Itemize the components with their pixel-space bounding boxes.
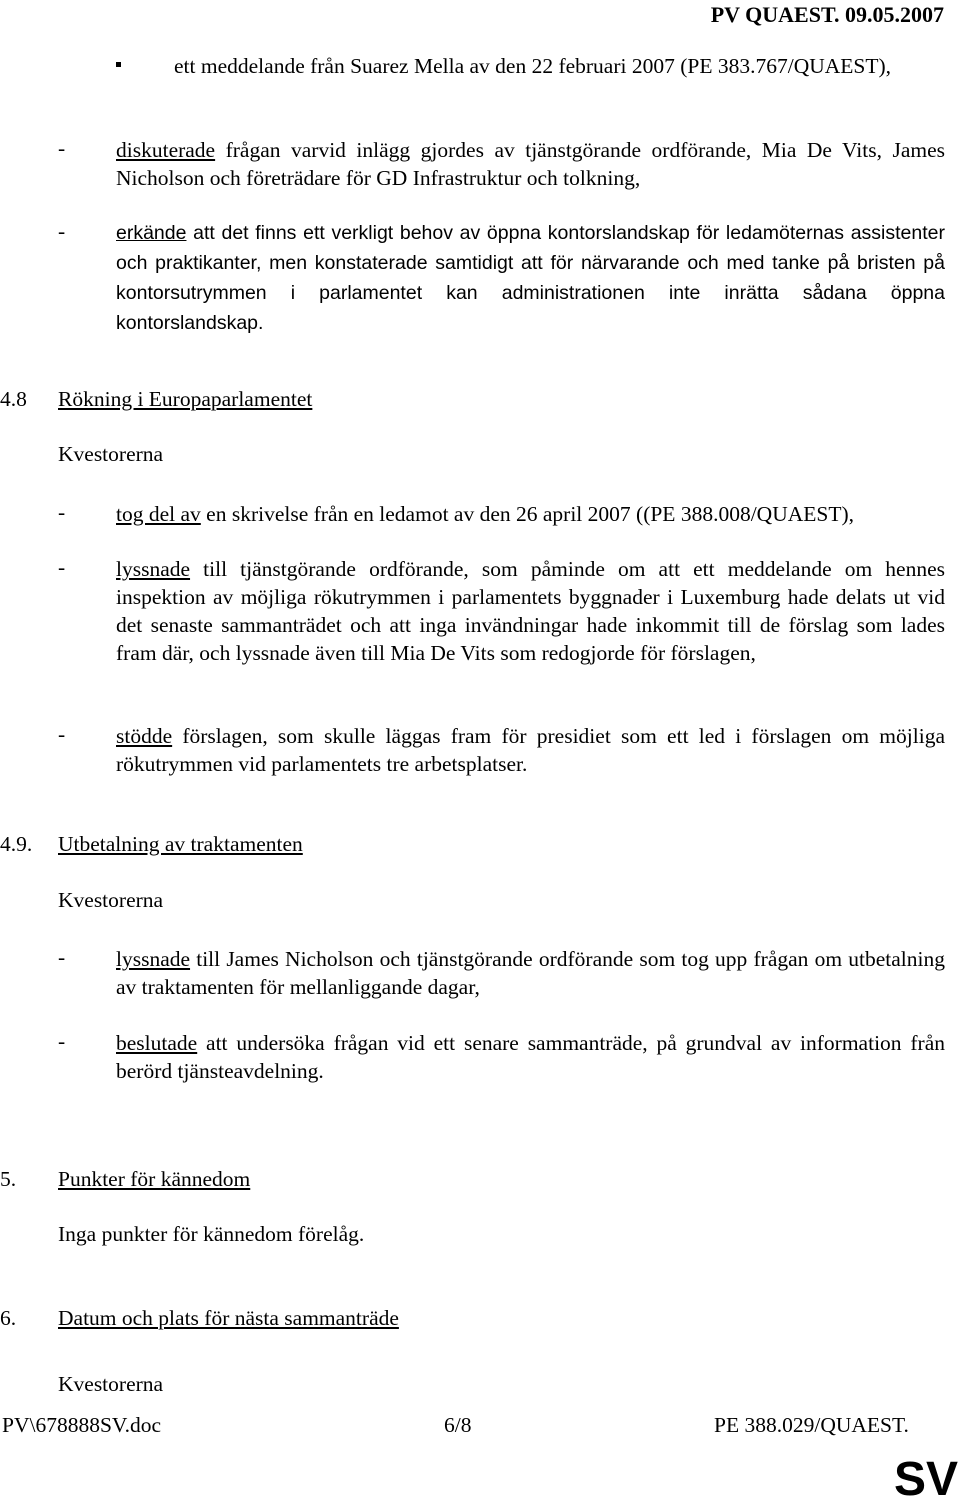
item-text: till James Nicholson och tjänstgörande ordförande som tog upp frågan om utbetalning av traktamenten för mellanliggande dagar,: [116, 947, 945, 999]
section-number: 6.: [0, 1306, 17, 1330]
list-item-lyssnade: [116, 945, 945, 1001]
document-reference-header: PV QUAEST. 09.05.2007: [710, 2, 944, 27]
list-item-diskuterade: [116, 136, 945, 192]
body-label: Kvestorerna: [58, 442, 164, 466]
dash-marker: -: [58, 136, 66, 160]
language-tag: SV: [893, 1453, 958, 1506]
list-item-lyssnade: [116, 555, 945, 667]
dash-marker: -: [58, 219, 66, 243]
section-title: Datum och plats för nästa sammanträde: [58, 1306, 399, 1330]
footer-page-number: 6/8: [444, 1413, 472, 1437]
dash-marker: -: [58, 555, 66, 579]
footer-reference: PE 388.029/QUAEST.: [714, 1413, 909, 1437]
section-number: 5.: [0, 1167, 17, 1191]
action-verb: beslutade: [116, 1031, 198, 1055]
item-text: att undersöka frågan vid ett senare sammanträde, på grundval av information från berörd tjänsteavdelning.: [116, 1031, 945, 1083]
section-title: Rökning i Europaparlamentet: [58, 387, 313, 411]
section-title: Punkter för kännedom: [58, 1167, 251, 1191]
bullet-icon: [116, 62, 121, 67]
list-item-tog-del-av: [116, 500, 945, 528]
section-number: 4.8: [0, 387, 27, 411]
action-verb: stödde: [116, 724, 173, 748]
list-item-stodde: [116, 722, 945, 778]
body-label: Kvestorerna: [58, 888, 164, 912]
item-text: till tjänstgörande ordförande, som påminde om att ett meddelande om hennes inspektion av möjliga rökutrymmen i parlamentets byggnader i Luxemburg hade delats ut vid det senaste sammanträdet och att inga invändningar hade inkommit till de förslag som lades fram där, och lyssnade även till Mia De Vits som redogjorde för förslagen,: [116, 557, 945, 665]
item-text: frågan varvid inlägg gjordes av tjänstgörande ordförande, Mia De Vits, James Nicholson och företrädare för GD Infrastruktur och tolkning,: [116, 138, 945, 190]
section-title: Utbetalning av traktamenten: [58, 832, 303, 856]
dash-marker: -: [58, 945, 66, 969]
list-item-beslutade: [116, 1029, 945, 1085]
dash-marker: -: [58, 1029, 66, 1053]
bullet-item-text: ett meddelande från Suarez Mella av den 22 februari 2007 (PE 383.767/QUAEST),: [174, 54, 892, 78]
action-verb: tog del av: [116, 502, 201, 526]
action-verb: lyssnade: [116, 947, 191, 971]
footer-filename: PV\678888SV.doc: [2, 1413, 162, 1437]
section-number: 4.9.: [0, 832, 33, 856]
action-verb: erkände: [116, 222, 187, 244]
body-label: Kvestorerna: [58, 1372, 164, 1396]
item-text: att det finns ett verkligt behov av öppna kontorslandskap för ledamöternas assistenter och praktikanter, men konstaterade samtidigt att för närvarande och med tanke på bristen på kontorsutrymmen i parlamentet kan administrationen inte inrätta sådana öppna kontorslandskap.: [116, 222, 945, 334]
item-text: förslagen, som skulle läggas fram för presidiet som ett led i förslagen om möjliga rökutrymmen vid parlamentets tre arbetsplatser.: [116, 724, 945, 776]
section-text: Inga punkter för kännedom förelåg.: [58, 1222, 365, 1246]
dash-marker: -: [58, 500, 66, 524]
action-verb: diskuterade: [116, 138, 216, 162]
dash-marker: -: [58, 722, 66, 746]
list-item-erkande: [116, 218, 945, 338]
item-text: en skrivelse från en ledamot av den 26 april 2007 ((PE 388.008/QUAEST),: [200, 502, 855, 526]
action-verb: lyssnade: [116, 557, 191, 581]
